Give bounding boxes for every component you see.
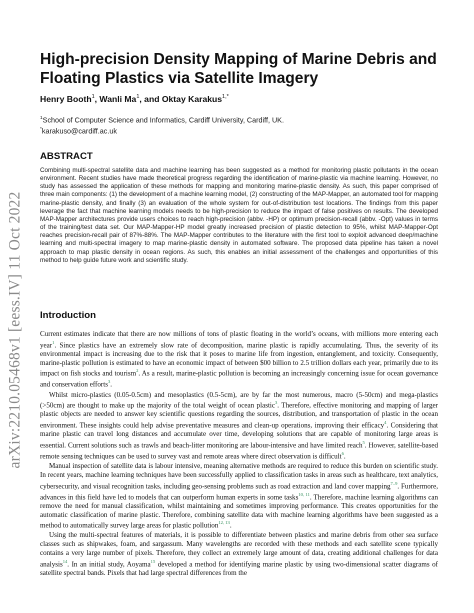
- paragraph-text: . As a result, marine-plastic pollution is becoming an increasingly concerning issue for ocean governance and conservation efforts: [40, 369, 438, 389]
- arxiv-identifier: arXiv:2210.05468v1 [eess.IV] 11 Oct 2022: [6, 191, 23, 469]
- author-affiliation-marker: 1: [91, 94, 95, 101]
- paragraph-text: .: [229, 521, 232, 530]
- author-name: Oktay Karakus: [161, 94, 223, 104]
- citation-marker[interactable]: 15: [150, 558, 156, 564]
- author-separator: ,: [94, 94, 100, 104]
- paragraph-text: Manual inspection of satellite data is labour intensive, meaning alternative methods are required to reduce this burden on scientific study. In recent years, machine learning techniques have been successfully applied to classification tasks in areas such as healthcare, text analytics, cybersecurity, and visual recognition tasks, including geo-sensing problems such as road extraction and land cover mapping: [40, 462, 438, 490]
- citation-marker[interactable]: 3: [274, 400, 278, 406]
- paragraph-text: . Furthermore, advances in this field have led to models that can outperform human experts in some tasks: [40, 482, 438, 502]
- affiliation-marker: 1: [40, 116, 43, 121]
- paragraph-text: . Since plastics have an extremely slow rate of decomposition, marine plastic is rapidly accumulating. Thus, the severity of its environmental impact is increasing due to the risk that it poses to marine life from ingestion, entanglement, and toxicity. Consequently, marine-plastic pollution is estimated to have an economic impact of between $00 billion to 2.5 trillion dollars each year, primarily due to its impact on fish stocks and tourism: [40, 341, 438, 378]
- citation-marker[interactable]: 12, 13: [218, 520, 230, 526]
- abstract-heading: ABSTRACT: [40, 151, 93, 162]
- citation-marker[interactable]: 10, 11: [298, 491, 310, 497]
- introduction-body: [40, 330, 438, 579]
- paragraph-text: Current estimates indicate that there are now millions of tons of plastic floating in the world’s oceans, with millions more entering each year: [40, 330, 438, 350]
- citation-marker[interactable]: 7–9: [390, 480, 398, 486]
- citation-marker[interactable]: 3: [107, 379, 111, 385]
- author-separator: , and: [139, 94, 162, 104]
- paragraph-text: . However, satellite-based remote sensing techniques can be used to survey vast and remote areas where direct observation is difficult: [40, 441, 439, 461]
- paragraph-text: . Therefore, machine learning algorithms can remove the need for manual classification, whilst maintaining and sometimes improving performance. This creates opportunities for the automatic classification of marine plastic. Therefore, combining satellite data with machine learning algorithms have been suggested as a method to automatically survey large areas for plastic pollution: [40, 493, 438, 530]
- introduction-heading: Introduction: [40, 310, 96, 321]
- intro-paragraph: [40, 531, 438, 577]
- affiliation-text: karakuso@cardiff.ac.uk: [41, 126, 117, 136]
- author-name: Henry Booth: [40, 94, 92, 104]
- intro-paragraph: [40, 391, 438, 462]
- affiliation-line: [40, 114, 440, 125]
- affiliation-marker: *: [40, 127, 42, 133]
- paragraph-text: .: [343, 452, 346, 461]
- citation-marker[interactable]: 1: [52, 339, 55, 345]
- intro-paragraph: [40, 462, 438, 530]
- affiliation-text: School of Computer Science and Informatics, Cardiff University, Cardiff, UK.: [42, 115, 284, 125]
- affiliations: [40, 114, 440, 137]
- author-name: Wanli Ma: [99, 94, 137, 104]
- author-affiliation-marker: 1: [136, 94, 140, 101]
- paper-title: High-precision Density Mapping of Marine Debris and Floating Plastics via Satellite Imagery: [40, 51, 437, 87]
- paragraph-text: .: [110, 380, 113, 389]
- author-affiliation-marker: 1,*: [222, 94, 229, 101]
- citation-marker[interactable]: 2: [136, 368, 139, 374]
- citation-marker[interactable]: 14: [62, 558, 68, 564]
- arxiv-side-stamp: [4, 150, 26, 510]
- paragraph-text: Whilst micro-plastics (0.05-0.5cm) and mesoplastics (0.5-5cm), are by far the most numerous, macro (5-50cm) and mega-plastics (>50cm) are thought to make up the majority of the total weight of ocean plastic: [40, 390, 438, 410]
- citation-marker[interactable]: 5: [362, 439, 365, 445]
- abstract-text: Combining multi-spectral satellite data and machine learning has been suggested as a method for monitoring plastic pollutants in the ocean environment. Recent studies have made theoretical progress regarding the identification of marine-plastic via machine learning. However, no study has assessed the application of these methods for mapping and monitoring marine-plastic density. As such, this paper comprised of three main components: (1) the development of a machine learning model, (2) constructing of the MAP-Mapper, an automated tool for mapping marine-plastic density, and finally (3) an evaluation of the whole system for out-of-distribution test locations. The findings from this paper leverage the fact that machine learning models needs to be high-precision to reduce the impact of false positives on results. The developed MAP-Mapper architectures provide users choices to reach high-precision (abbv. -HP) or optimum precision-recall (abbv. -Opt) values in terms of the training/test data set. Our MAP-Mapper-HP model greatly increased precision of plastic detection to 95%, whilst MAP-Mapper-Opt reaches precision-recall pair of 87%-88%. The MAP-Mapper contributes to the literature with the first tool to exploit advanced deep/machine learning and multi-spectral imagery to map marine-plastic density in automated software. The proposed data pipeline has taken a novel approach to map plastic density in ocean regions. As such, this enables an initial assessment of the challenges and opportunities of this method to help guide future work and scientific study.: [40, 167, 438, 264]
- paragraph-text: developed a method for identifying marine plastic by using two-dimensional scatter diagrams of satellite spectral bands. Pixels that had large spectral differences from the: [40, 560, 439, 577]
- citation-marker[interactable]: 4: [384, 420, 387, 426]
- affiliation-line: [40, 125, 440, 136]
- paragraph-text: . Considering that marine plastic can travel long distances and accumulate over time, developing solutions that are capable of monitoring large areas is essential. Current solutions such as trawls and beach-litter monitoring are labour-intensive and have limited reach: [40, 421, 438, 450]
- author-list: [40, 94, 440, 104]
- paragraph-text: . In an initial study, Aoyama: [67, 560, 151, 569]
- intro-paragraph: [40, 330, 438, 390]
- paragraph-text: Using the multi-spectral features of materials, it is possible to differentiate between plastics and marine debris from other sea surface classes such as shipwakes, foam, and sargassum. Many wavelengths are recorded with these methods and each satellite scene typically contains a very large number of pixels. Therefore, they collect an extremely large amount of data, creating additional challenges for data analysis: [40, 531, 438, 569]
- citation-marker[interactable]: 6: [341, 451, 344, 457]
- paragraph-text: . Therefore, effective monitoring and mapping of larger plastic objects are needed to answer key scientific questions regarding the sources, distribution, and transportation of plastic in the ocean environment. These insights could help advise preventative measures and clean-up operations, improving their efficacy: [40, 401, 438, 430]
